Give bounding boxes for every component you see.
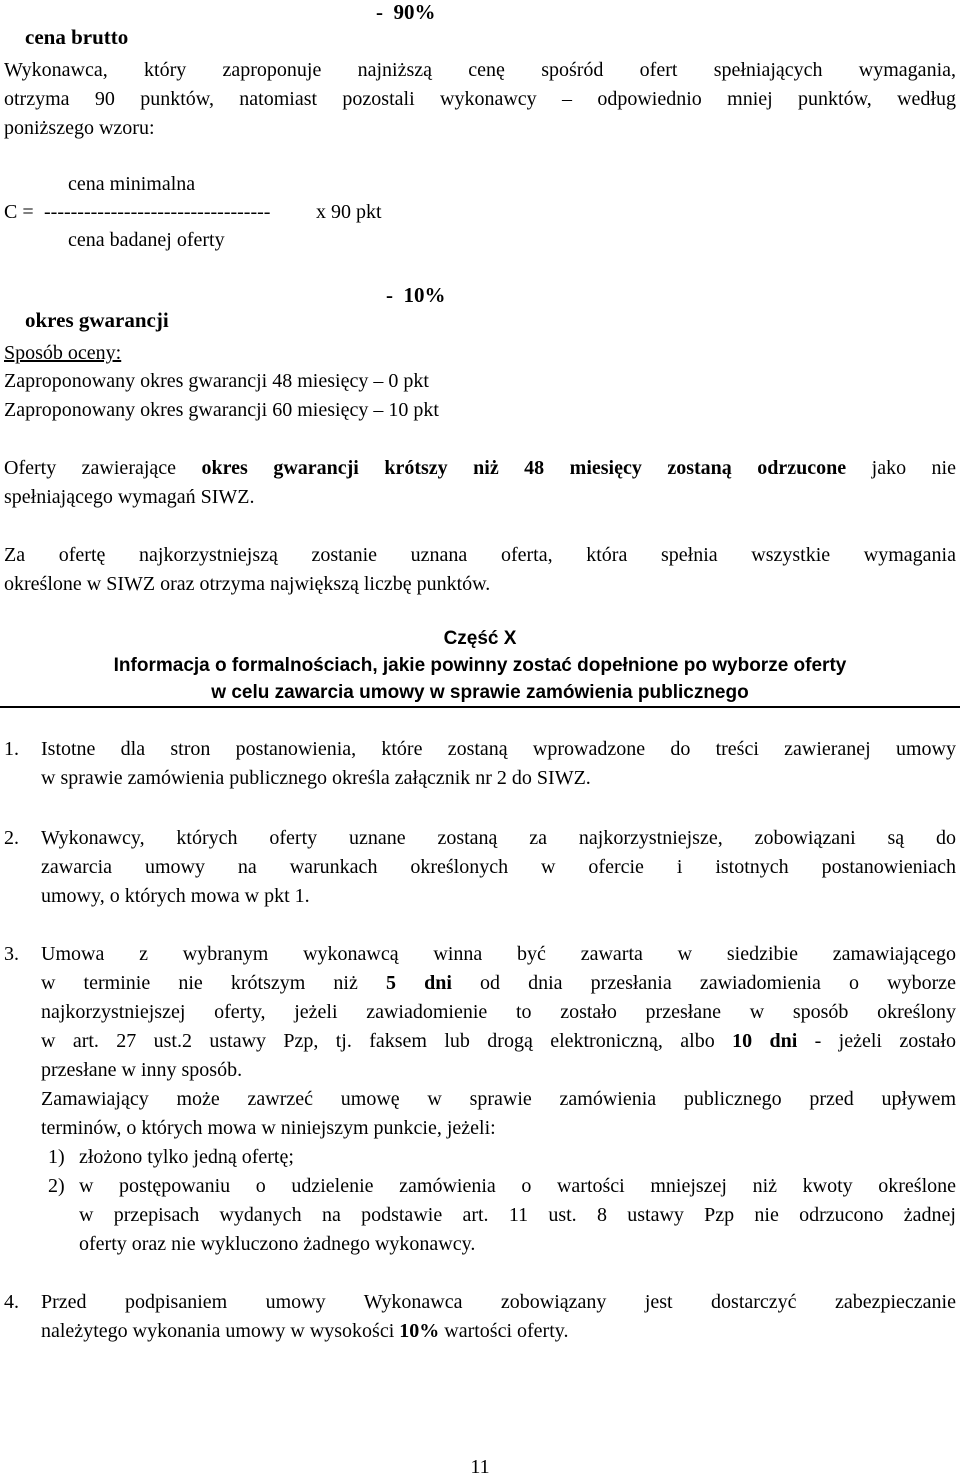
rejection-suffix: jako nie <box>846 457 956 479</box>
rejection-paragraph <box>4 454 956 512</box>
sub-list-item <box>48 1143 956 1172</box>
list-item-line: Zamawiający może zawrzeć umowę w sprawie zamówienia publicznego przed upływem <box>41 1088 956 1110</box>
sub-list-item-line: w przepisach wydanych na podstawie art. 11 ust. 8 ustawy Pzp nie odrzucono żadnej <box>79 1204 956 1226</box>
list-item-bold: 10 dni <box>732 1030 798 1052</box>
list-item-line: w sprawie zamówienia publicznego określa załącznik nr 2 do SIWZ. <box>41 767 591 789</box>
sub-list-item-line: złożono tylko jedną ofertę; <box>79 1146 294 1168</box>
section-heading-line-1: Informacja o formalnościach, jakie powinny zostać dopełnione po wyborze oferty <box>113 655 847 676</box>
section-part-title: Część X <box>443 628 517 649</box>
section-heading <box>0 625 960 706</box>
list-item-text: należytego wykonania umowy w wysokości <box>41 1320 400 1342</box>
criterion-price-value: - 90% <box>376 0 436 24</box>
list-item-line: zawarcia umowy na warunkach określonych w ofercie i istotnych postanowieniach <box>41 856 956 878</box>
list-item-line: Istotne dla stron postanowienia, które zostaną wprowadzone do treści zawieranej umowy <box>41 738 956 760</box>
list-item-text: od dnia przesłania zawiadomienia o wyborze <box>451 972 956 994</box>
rejection-bold: okres gwarancji krótszy niż 48 miesięcy zostaną odrzucone <box>201 457 847 479</box>
list-item-bold: 10% <box>399 1320 440 1342</box>
list-item-text: - jeżeli zostało <box>797 1030 956 1052</box>
formula-numerator: cena minimalna <box>68 173 196 195</box>
page-number: 11 <box>470 1456 490 1478</box>
list-item-line: umowy, o których mowa w pkt 1. <box>41 885 310 907</box>
evaluation-row-60: Zaproponowany okres gwarancji 60 miesięcy – 10 pkt <box>4 399 439 421</box>
list-item-bold: 5 dni <box>385 972 452 994</box>
best-offer-paragraph <box>4 541 956 599</box>
list-item-number: 2. <box>4 827 19 849</box>
sub-list-item-number: 2) <box>48 1175 65 1197</box>
price-paragraph-line: otrzyma 90 punktów, natomiast pozostali wykonawcy – odpowiednio mniej punktów, według <box>4 88 956 110</box>
list-item-number: 4. <box>4 1291 19 1313</box>
list-item-line: przesłane w inny sposób. <box>41 1059 243 1081</box>
evaluation-title: Sposób oceny: <box>4 342 122 364</box>
list-item-text: wartości oferty. <box>439 1320 569 1342</box>
list-item-line: terminów, o których mowa w niniejszym punkcie, jeżeli: <box>41 1117 496 1139</box>
section-heading-line-2: w celu zawarcia umowy w sprawie zamówienia publicznego <box>211 682 749 703</box>
list-item <box>4 940 956 1143</box>
sub-list-item <box>48 1172 956 1259</box>
sub-list-item-line: w postępowaniu o udzielenie zamówienia o wartości mniejszej niż kwoty określone <box>79 1175 956 1197</box>
formula-lhs: C = <box>4 201 39 223</box>
list-item-text: w art. 27 ust.2 ustawy Pzp, tj. faksem lub drogą elektroniczną, albo <box>41 1030 733 1052</box>
list-item-text: w terminie nie krótszym niż <box>41 972 386 994</box>
section-divider <box>0 706 960 708</box>
evaluation-row-48: Zaproponowany okres gwarancji 48 miesięcy – 0 pkt <box>4 370 429 392</box>
criterion-warranty-label: okres gwarancji <box>25 308 169 332</box>
rejection-prefix: Oferty zawierające <box>4 457 202 479</box>
list-item-number: 1. <box>4 738 19 760</box>
price-paragraph <box>4 56 956 143</box>
list-item-line: Umowa z wybranym wykonawcą winna być zawarta w siedzibie zamawiającego <box>41 943 956 965</box>
price-paragraph-line: Wykonawca, który zaproponuje najniższą cenę spośród ofert spełniających wymagania, <box>4 59 956 81</box>
list-item-line: Przed podpisaniem umowy Wykonawca zobowiązany jest dostarczyć zabezpieczanie <box>41 1291 956 1313</box>
price-paragraph-line: poniższego wzoru: <box>4 117 155 139</box>
list-item-number: 3. <box>4 943 19 965</box>
sub-list-item-number: 1) <box>48 1146 65 1168</box>
rejection-line-2: spełniającego wymagań SIWZ. <box>4 486 255 508</box>
criterion-price-label: cena brutto <box>25 25 129 49</box>
list-item-line: najkorzystniejszej oferty, jeżeli zawiadomienie to zostało przesłane w sposób określony <box>41 1001 956 1023</box>
formula-fraction-line: ---------------------------------- <box>44 201 271 223</box>
list-item <box>4 1288 956 1346</box>
list-item <box>4 735 956 793</box>
sub-list-item-line: oferty oraz nie wykluczono żadnego wykonawcy. <box>79 1233 476 1255</box>
criterion-warranty-value: - 10% <box>386 283 446 307</box>
list-item <box>4 824 956 911</box>
best-offer-line-2: określone w SIWZ oraz otrzyma największą liczbę punktów. <box>4 573 491 595</box>
best-offer-line-1: Za ofertę najkorzystniejszą zostanie uznana oferta, która spełnia wszystkie wymagania <box>4 544 956 566</box>
formula-multiplier: x 90 pkt <box>316 201 382 223</box>
list-item-line: Wykonawcy, których oferty uznane zostaną za najkorzystniejsze, zobowiązani są do <box>41 827 956 849</box>
formula-denominator: cena badanej oferty <box>68 229 225 251</box>
